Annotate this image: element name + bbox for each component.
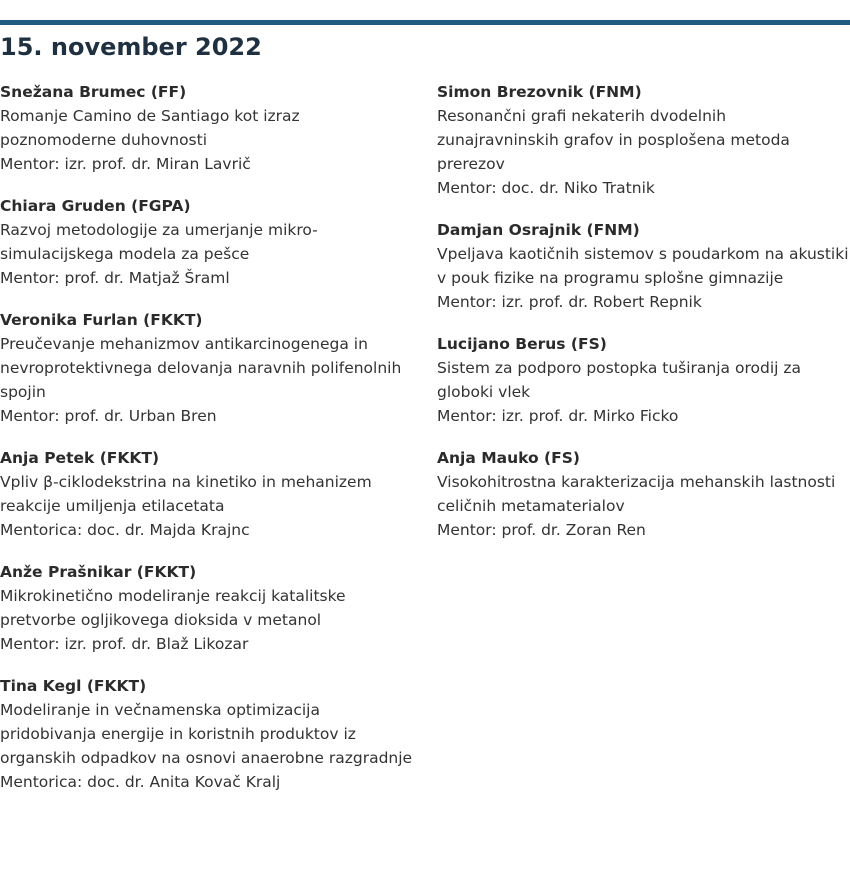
candidate-name: Anja Petek (FKKT) xyxy=(0,449,160,467)
dissertation-title: Sistem za podporo postopka tuširanja orodij za globoki vlek xyxy=(437,359,801,401)
list-item xyxy=(437,218,850,314)
list-item xyxy=(0,446,415,542)
candidate-name: Lucijano Berus (FS) xyxy=(437,335,607,353)
mentor-line: Mentor: izr. prof. dr. Blaž Likozar xyxy=(0,635,249,653)
mentor-line: Mentor: prof. dr. Zoran Ren xyxy=(437,521,646,539)
right-column xyxy=(437,80,850,560)
mentor-line: Mentor: izr. prof. dr. Robert Repnik xyxy=(437,293,702,311)
dissertation-title: Vpeljava kaotičnih sistemov s poudarkom na akustiki v pouk fizike na programu splošne gimnazije xyxy=(437,245,849,287)
mentor-line: Mentor: doc. dr. Niko Tratnik xyxy=(437,179,655,197)
dissertation-title: Modeliranje in večnamenska optimizacija pridobivanja energije in koristnih produktov iz organskih odpadkov na osnovi anaerobne razgradnje xyxy=(0,701,413,767)
list-item xyxy=(0,674,415,794)
dissertation-title: Visokohitrostna karakterizacija mehanskih lastnosti celičnih metamaterialov xyxy=(437,473,836,515)
header-accent-bar xyxy=(0,20,850,25)
candidate-name: Anja Mauko (FS) xyxy=(437,449,580,467)
mentor-line: Mentor: izr. prof. dr. Miran Lavrič xyxy=(0,155,251,173)
candidate-name: Anže Prašnikar (FKKT) xyxy=(0,563,197,581)
dissertation-title: Resonančni grafi nekaterih dvodelnih zunajravninskih grafov in posplošena metoda prerezov xyxy=(437,107,790,173)
mentor-line: Mentor: prof. dr. Urban Bren xyxy=(0,407,217,425)
list-item xyxy=(0,560,415,656)
candidate-name: Veronika Furlan (FKKT) xyxy=(0,311,203,329)
page-title: 15. november 2022 xyxy=(0,33,262,61)
list-item xyxy=(437,446,850,542)
candidate-name: Damjan Osrajnik (FNM) xyxy=(437,221,640,239)
mentor-line: Mentor: prof. dr. Matjaž Šraml xyxy=(0,269,230,287)
candidate-name: Snežana Brumec (FF) xyxy=(0,83,187,101)
dissertation-title: Mikrokinetično modeliranje reakcij katalitske pretvorbe ogljikovega dioksida v metanol xyxy=(0,587,346,629)
list-item xyxy=(437,332,850,428)
dissertation-title: Razvoj metodologije za umerjanje mikro-simulacijskega modela za pešce xyxy=(0,221,318,263)
mentor-line: Mentorica: doc. dr. Anita Kovač Kralj xyxy=(0,773,281,791)
dissertation-title: Vpliv β-ciklodekstrina na kinetiko in mehanizem reakcije umiljenja etilacetata xyxy=(0,473,372,515)
candidate-name: Chiara Gruden (FGPA) xyxy=(0,197,191,215)
dissertation-title: Romanje Camino de Santiago kot izraz poznomoderne duhovnosti xyxy=(0,107,300,149)
list-item xyxy=(437,80,850,200)
left-column xyxy=(0,80,415,812)
candidate-name: Simon Brezovnik (FNM) xyxy=(437,83,642,101)
list-item xyxy=(0,194,415,290)
dissertation-title: Preučevanje mehanizmov antikarcinogenega in nevroprotektivnega delovanja naravnih polifenolnih spojin xyxy=(0,335,402,401)
mentor-line: Mentor: izr. prof. dr. Mirko Ficko xyxy=(437,407,679,425)
list-item xyxy=(0,80,415,176)
candidate-name: Tina Kegl (FKKT) xyxy=(0,677,147,695)
mentor-line: Mentorica: doc. dr. Majda Krajnc xyxy=(0,521,250,539)
list-item xyxy=(0,308,415,428)
